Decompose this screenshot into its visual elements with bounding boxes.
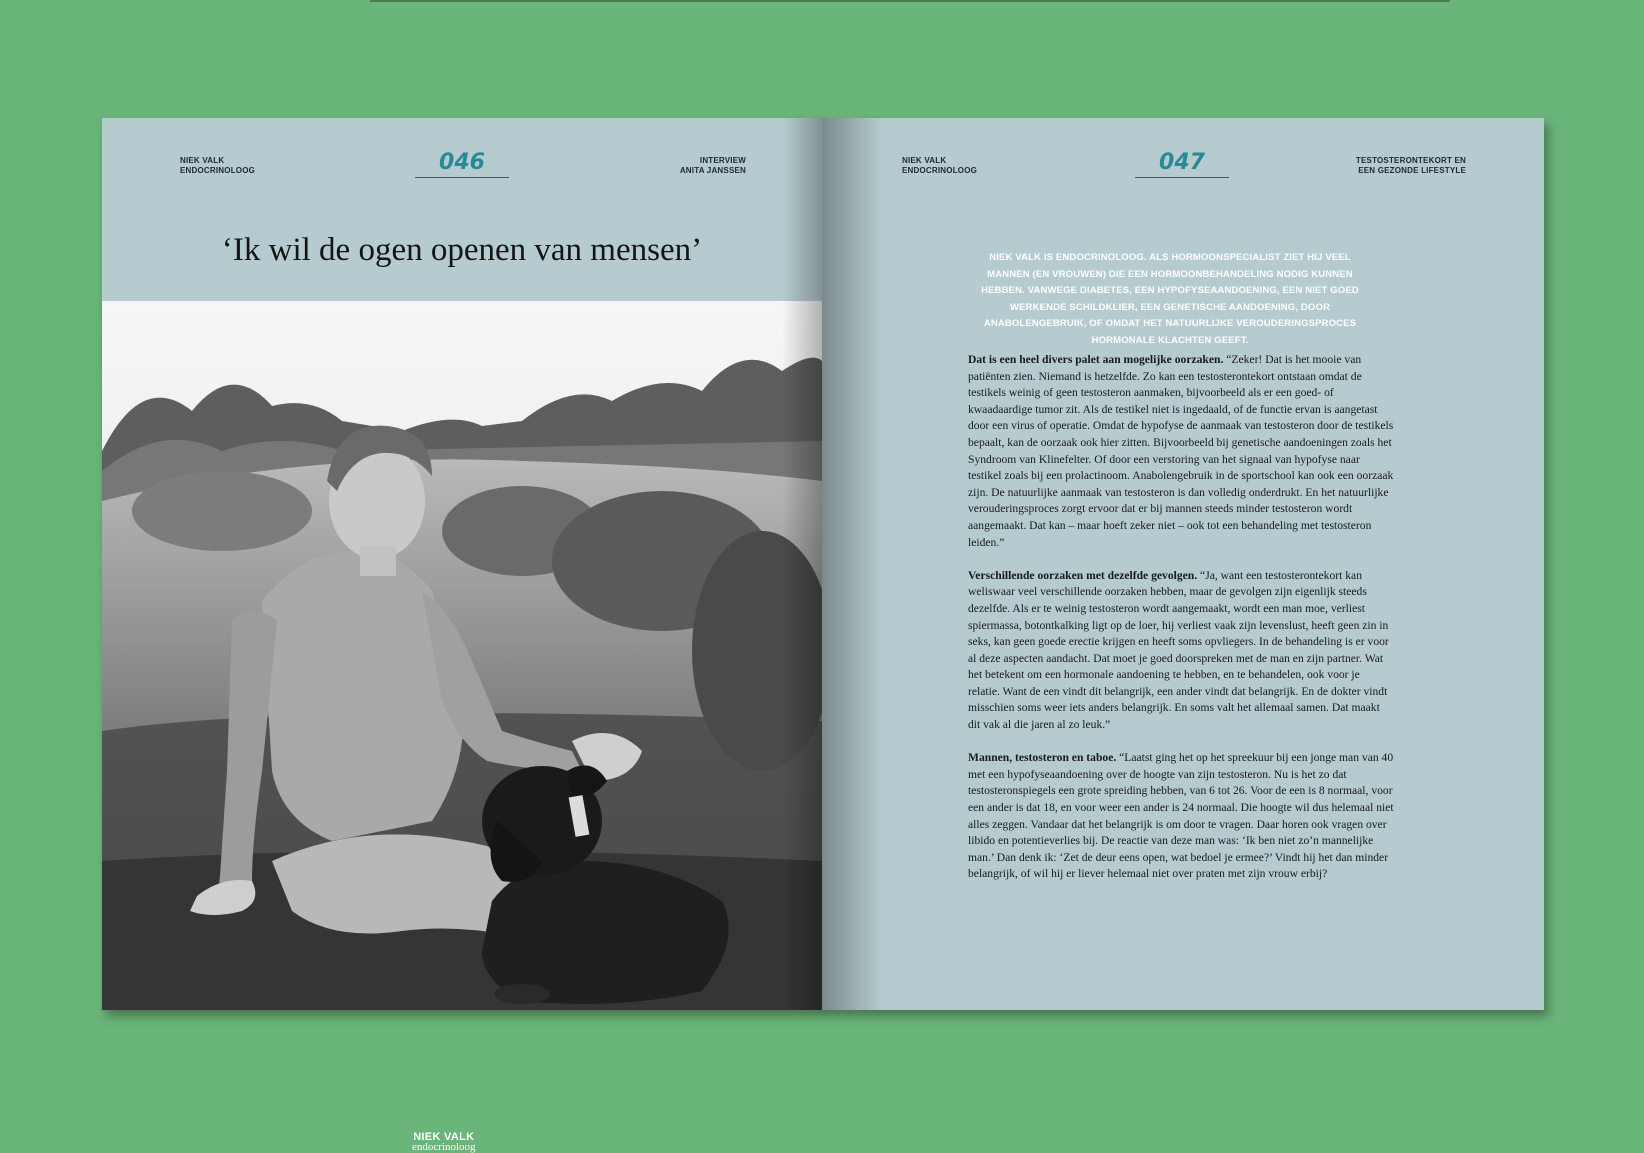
left-header-author: [180, 156, 255, 176]
photo-caption-name: NIEK VALK: [413, 1131, 475, 1143]
paragraph-text: “Zeker! Dat is het mooie van patiënten zien. Niemand is hetzelfde. Zo kan een testosterontekort ontstaan omdat de testikels weinig of geen testosteron aanmaken, bijvoorbeeld als er een goed- of kwaadaardige tumor zit. Als de testikel niet is ingedaald, of de functie ervan is aangetast door een virus of operatie. Omdat de hypofyse de aanmaak van testosteron door de testikels bepaalt, kan de oorzaak ook hier zitten. Bijvoorbeeld bij genetische aandoeningen zoals het Syndroom van Klinefelter. Of door een verstoring van het signaal van hypofyse naar testikel zoals bij een prolactinoom. Anabolengebruik in de sportschool kan ook een oorzaak zijn. De natuurlijke aanmaak van testosteron is dan volledig onderdrukt. En het natuurlijke verouderingsproces zorgt ervoor dat er bij mannen steeds minder testosteron wordt aangemaakt. Dat kan – maar hoeft zeker niet – ook tot een behandeling met testosteron leiden.”: [968, 353, 1394, 549]
right-page-number: 047: [1135, 150, 1229, 178]
body-paragraph: [968, 352, 1394, 551]
article-title: ‘Ik wil de ogen openen van mensen’: [221, 232, 703, 268]
left-page-gutter-shadow: [782, 118, 822, 1010]
body-paragraph: [968, 568, 1394, 734]
paragraph-lead: Verschillende oorzaken met dezelfde gevolgen.: [968, 568, 1198, 582]
article-body: [968, 352, 1394, 900]
left-header-section-type: INTERVIEW: [699, 156, 746, 165]
body-paragraph: [968, 750, 1394, 883]
right-header-section-line1: TESTOSTERONTEKORT EN: [1355, 156, 1466, 165]
portrait-photo-illustration: [102, 301, 822, 1010]
paragraph-text: “Ja, want een testosterontekort kan weliswaar veel verschillende oorzaken hebben, maar de gevolgen zijn eigenlijk steeds dezelfde. Als er te weinig testosteron wordt aangemaakt, wordt een man moe, verliest spiermassa, botontkalking ligt op de loer, hij verliest vaak zijn levenslust, heeft geen zin in seks, kan geen goede erectie krijgen en heeft soms opvliegers. In de behandeling is er voor al deze aspecten aandacht. Dat moet je goed doorspreken met de man en zijn partner. Wat het betekent om een hormonale aandoening te hebben, en te behandelen, ook voor je relatie. Want de een vindt dit belangrijk, een ander vindt dat belangrijk. En de dokter vindt misschien soms weer iets anders belangrijk. En soms valt het allemaal samen. Dat maakt dit vak al die jaren al zo leuk.”: [968, 568, 1389, 732]
paragraph-lead: Dat is een heel divers palet aan mogelijke oorzaken.: [968, 353, 1224, 366]
right-header-author: [902, 156, 977, 176]
magazine-spread: [102, 118, 1544, 1153]
background-top-rule: [370, 0, 1450, 2]
right-page-gutter-shadow: [822, 118, 882, 1010]
article-intro: NIEK VALK IS ENDOCRINOLOOG. ALS HORMOONSPECIALIST ZIET HIJ VEEL MANNEN (EN VROUWEN) DIE EEN HORMOONBEHANDELING NODIG KUNNEN HEBBEN. VANWEGE DIABETES, EEN HYPOFYSEAANDOENING, EEN NIET GOED WERKENDE SCHILDKLIER, EEN GENETISCHE AANDOENING, DOOR ANABOLENGEBRUIK, OF OMDAT HET NATUURLIJKE VEROUDERINGSPROCES HORMONALE KLACHTEN GEEFT.: [981, 252, 1359, 346]
left-header-author-name: NIEK VALK: [180, 156, 225, 165]
left-page: [102, 118, 822, 1153]
photo-caption: [412, 1131, 476, 1153]
right-header-author-role: ENDOCRINOLOOG: [902, 166, 978, 175]
portrait-photo: [102, 301, 822, 1153]
right-page: [822, 118, 1544, 1010]
photo-caption-role: endocrinoloog: [412, 1141, 476, 1153]
paragraph-lead: Mannen, testosteron en taboe.: [968, 751, 1117, 765]
left-page-number: 046: [415, 150, 509, 178]
right-header-author-name: NIEK VALK: [902, 156, 947, 165]
left-header-author-role: ENDOCRINOLOOG: [180, 166, 256, 175]
right-header-section-line2: EEN GEZONDE LIFESTYLE: [1358, 166, 1466, 175]
left-header-section: [642, 156, 746, 176]
paragraph-text: “Laatst ging het op het spreekuur bij een jonge man van 40 met een hypofyseaandoening over de hoogte van zijn testosteron. Nu is het zo dat testosteronspiegels een grote spreiding hebben, van 6 tot 26. Voor de een is 8 normaal, voor een ander is dat 18, en voor weer een ander is 24 normaal. Die hoogte wil dus helemaal niet alles zeggen. Vandaar dat het belangrijk is om door te vragen. Daar horen ook vragen over libido en potentieverlies bij. De reactie van deze man was: ‘Ik ben niet zo’n mannelijke man.’ Dan denk ik: ‘Zet de deur eens open, wat bedoel je ermee?’ Vindt hij het dan minder belangrijk, of wil hij er liever helemaal niet over praten met zijn vrouw erbij?: [968, 751, 1394, 881]
right-header-section: [1342, 156, 1466, 176]
left-header-section-writer: ANITA JANSSEN: [679, 166, 746, 175]
